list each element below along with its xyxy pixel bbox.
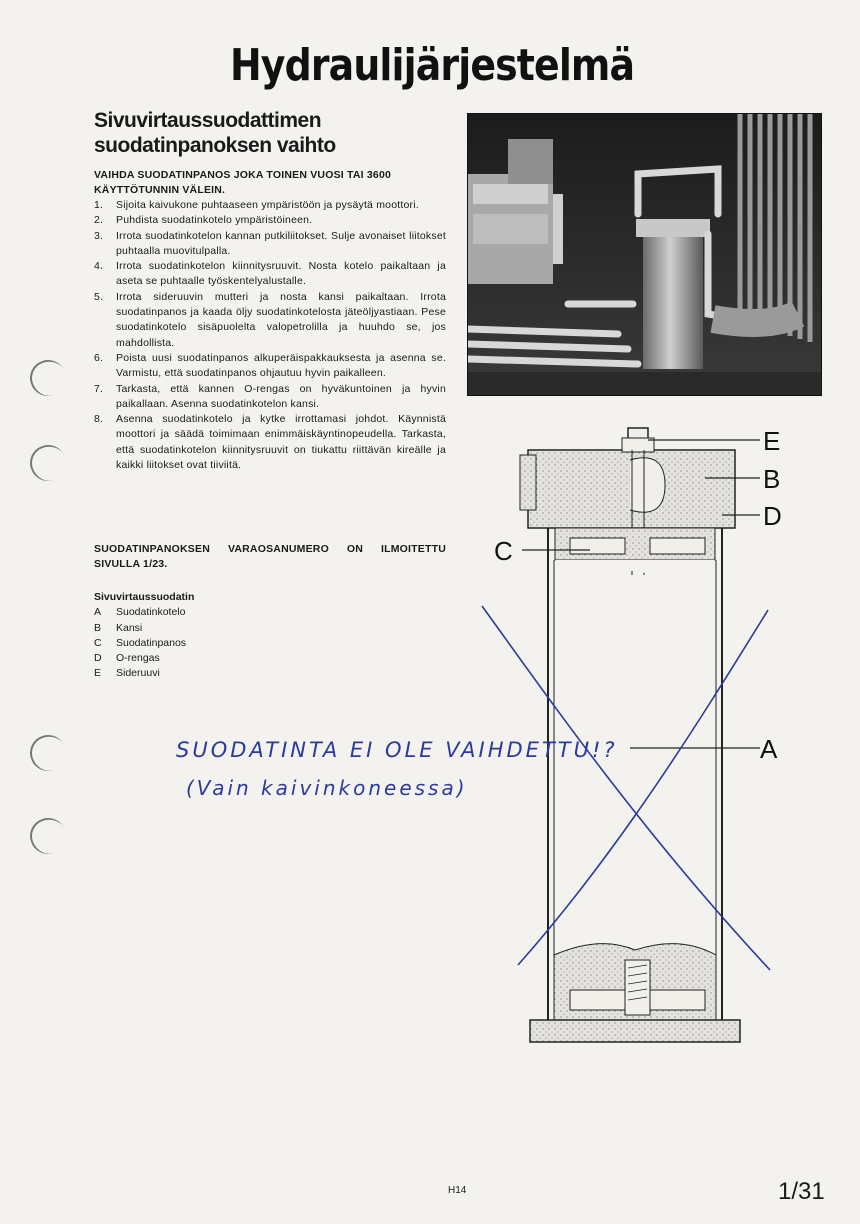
handwritten-line-2: (Vain kaivinkoneessa) xyxy=(186,776,468,800)
page-title: Hydraulijärjestelmä xyxy=(230,40,635,91)
footer-code: H14 xyxy=(448,1185,467,1196)
list-item: 5. Irrota sideruuvin mutteri ja nosta kansi paikaltaan. Irrota suodatinpanos ja kaada öljy suodatinkotelosta jäteöljyastiaan. Pese suodatinkotelo sisäpuolelta valopetrolilla ja huuhdo se, jos mahdollista. xyxy=(94,290,446,349)
engine-photo xyxy=(467,113,822,396)
list-item: 6. Poista uusi suodatinpanos alkuperäispakkauksesta ja asenna se. Varmistu, että suodatinpanos ohjautuu hyvin paikalleen. xyxy=(94,351,446,380)
list-item: 3. Irrota suodatinkotelon kannan putkiliitokset. Sulje avonaiset liitokset puhtaalla muovitulpalla. xyxy=(94,229,446,257)
legend-item: B Kansi xyxy=(94,621,143,634)
list-item: 4. Irrota suodatinkotelon kiinnitysruuvit. Nosta kotelo paikaltaan ja aseta se puhtaalle työskentelyalustalle. xyxy=(94,260,446,288)
punch-hole xyxy=(25,730,71,776)
list-item: 2. Puhdista suodatinkotelo ympäristöineen. xyxy=(94,214,313,227)
filter-cross-section xyxy=(470,410,850,1050)
steps-list xyxy=(94,198,446,473)
legend-item: D O-rengas xyxy=(94,652,160,665)
legend-item: C Suodatinpanos xyxy=(94,636,187,649)
punch-hole xyxy=(25,355,71,401)
punch-hole xyxy=(25,813,71,859)
legend-item: E Sideruuvi xyxy=(94,667,160,680)
label-e: E xyxy=(763,426,781,456)
legend xyxy=(94,590,344,682)
spare-part-note: SUODATINPANOKSEN VARAOSANUMERO ON ILMOITETTU SIVULLA 1/23. xyxy=(94,543,446,570)
engine-photo-graphic xyxy=(468,114,821,395)
label-c: C xyxy=(494,536,513,566)
list-item: 8. Asenna suodatinkotelo ja kytke irrottamasi johdot. Käynnistä moottori ja säädä toimimaan enimmäiskäyntinopeudella. Tarkasta, että suodatinkotelon kiinnitysruuvit on tiukattu riittävän kireälle ja kaikki liitokset ovat tiiviitä. xyxy=(94,413,446,472)
handwritten-line-1: SUODATINTA EI OLE VAIHDETTU!? xyxy=(176,738,618,762)
label-d: D xyxy=(763,501,782,531)
list-item: 7. Tarkasta, että kannen O-rengas on hyväkuntoinen ja hyvin paikallaan. Asenna suodatinkotelon kansi. xyxy=(94,382,446,410)
intro-text: VAIHDA SUODATINPANOS JOKA TOINEN VUOSI TAI 3600 KÄYTTÖTUNNIN VÄLEIN. xyxy=(94,169,392,196)
label-a: A xyxy=(760,734,778,764)
punch-hole xyxy=(25,440,71,486)
filter-diagram xyxy=(470,410,850,1050)
legend-item: A Suodatinkotelo xyxy=(94,606,186,619)
legend-title: Sivuvirtaussuodatin xyxy=(94,591,195,603)
section-title: Sivuvirtaussuodattimen suodatinpanoksen vaihto xyxy=(94,109,336,157)
list-item: 1. Sijoita kaivukone puhtaaseen ympäristöön ja pysäytä moottori. xyxy=(94,199,419,211)
label-b: B xyxy=(763,464,781,494)
handwritten-note xyxy=(176,738,618,838)
page-number: 1/31 xyxy=(778,1178,825,1205)
